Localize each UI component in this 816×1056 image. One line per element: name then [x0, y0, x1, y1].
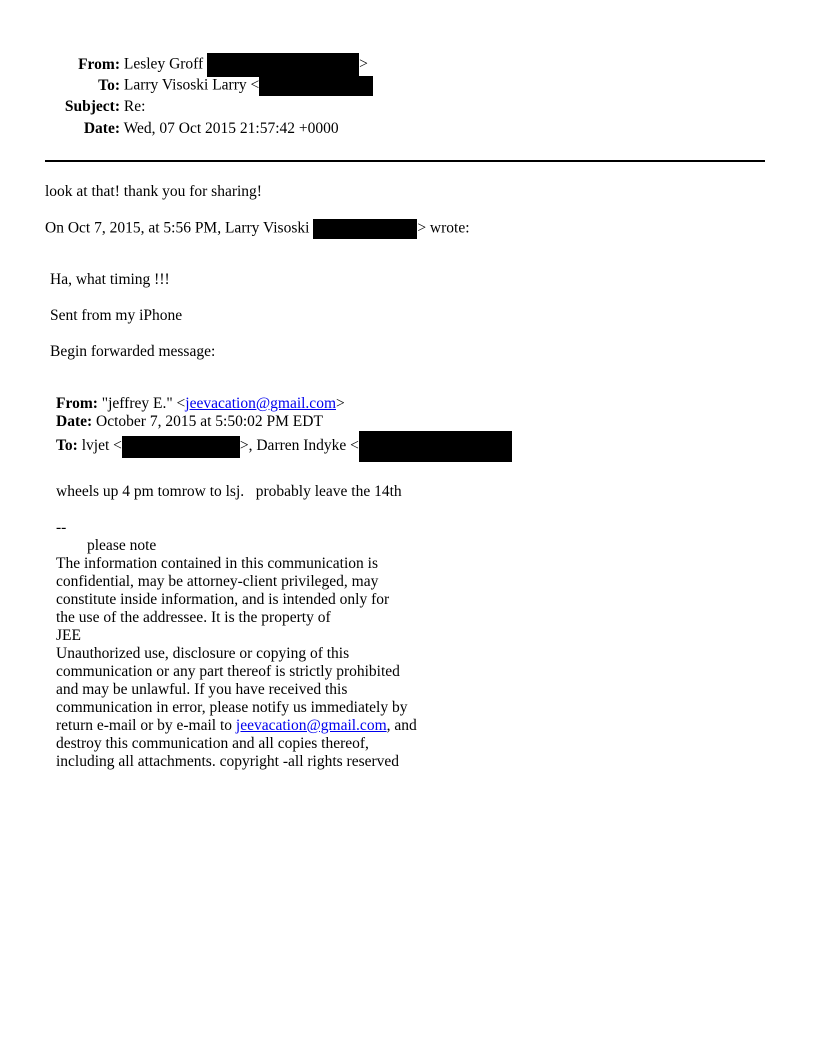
disclaimer-line: and may be unlawful. If you have received this: [56, 681, 348, 698]
header-from-value: Lesley Groff: [123, 55, 208, 73]
email-link[interactable]: jeevacation@gmail.com: [185, 395, 336, 412]
forwarded-from-tail: >: [336, 395, 345, 412]
disclaimer-line: constitute inside information, and is intended only for: [56, 591, 390, 608]
forwarded-message: wheels up 4 pm tomrow to lsj. probably leave the 14th: [56, 483, 402, 500]
forwarded-to-text: lvjet <: [77, 437, 122, 455]
quoted-line: Begin forwarded message:: [50, 343, 216, 360]
header-subject-row: [0, 98, 145, 116]
reply-text: look at that! thank you for sharing!: [45, 183, 262, 200]
forwarded-to-mid: >, Darren Indyke <: [239, 437, 359, 455]
disclaimer-line: communication or any part thereof is strictly prohibited: [56, 663, 400, 680]
disclaimer-line: destroy this communication and all copies thereof,: [56, 735, 369, 752]
disclaimer-return-line: [56, 717, 417, 735]
header-subject-label: Subject:: [64, 98, 120, 115]
disclaimer-return-tail: , and: [386, 717, 417, 734]
signature-dashes: --: [56, 519, 67, 536]
quote-intro: [45, 219, 470, 239]
forwarded-date-row: [56, 413, 323, 431]
disclaimer-line: confidential, may be attorney-client privileged, may: [56, 573, 379, 590]
forwarded-to-row: [56, 431, 512, 462]
disclaimer-return-text: return e-mail or by e-mail to: [56, 717, 236, 734]
header-date-row: [0, 120, 339, 138]
forwarded-date-label: Date:: [56, 413, 93, 430]
forwarded-from-row: [56, 395, 345, 413]
forwarded-from-label: From:: [56, 395, 98, 412]
redaction-box: [259, 76, 373, 96]
redaction-box: [359, 431, 512, 462]
forwarded-from-text: "jeffrey E." <: [97, 395, 186, 412]
email-link[interactable]: jeevacation@gmail.com: [235, 717, 387, 734]
header-to-value: Larry Visoski Larry <: [123, 76, 260, 94]
disclaimer-line: The information contained in this communication is: [56, 555, 378, 572]
signature-note: please note: [87, 537, 157, 554]
disclaimer-line: including all attachments. copyright -all rights reserved: [56, 753, 400, 770]
disclaimer-block: [56, 555, 417, 771]
forwarded-date-value: October 7, 2015 at 5:50:02 PM EDT: [92, 413, 323, 430]
disclaimer-line: JEE: [56, 627, 81, 644]
disclaimer-line: communication in error, please notify us immediately by: [56, 699, 408, 716]
header-from-row: [0, 53, 368, 77]
redaction-box: [122, 436, 240, 458]
header-from-label: From:: [78, 55, 120, 73]
header-divider: [45, 160, 765, 162]
quoted-line: Sent from my iPhone: [50, 307, 183, 324]
header-from-tail: >: [359, 55, 368, 73]
header-to-row: [0, 76, 373, 96]
disclaimer-line: Unauthorized use, disclosure or copying of this: [56, 645, 350, 662]
header-date-label: Date:: [83, 120, 120, 137]
header-subject-value: Re:: [123, 98, 146, 115]
forwarded-to-label: To:: [56, 437, 78, 455]
header-date-value: Wed, 07 Oct 2015 21:57:42 +0000: [123, 120, 339, 137]
redaction-box: [207, 53, 359, 77]
quote-intro-tail: > wrote:: [417, 219, 470, 237]
disclaimer-line: the use of the addressee. It is the property of: [56, 609, 331, 626]
redaction-box: [313, 219, 417, 239]
quoted-line: Ha, what timing !!!: [50, 271, 170, 288]
quote-intro-text: On Oct 7, 2015, at 5:56 PM, Larry Visoski: [45, 219, 314, 237]
header-to-label: To:: [98, 76, 120, 94]
